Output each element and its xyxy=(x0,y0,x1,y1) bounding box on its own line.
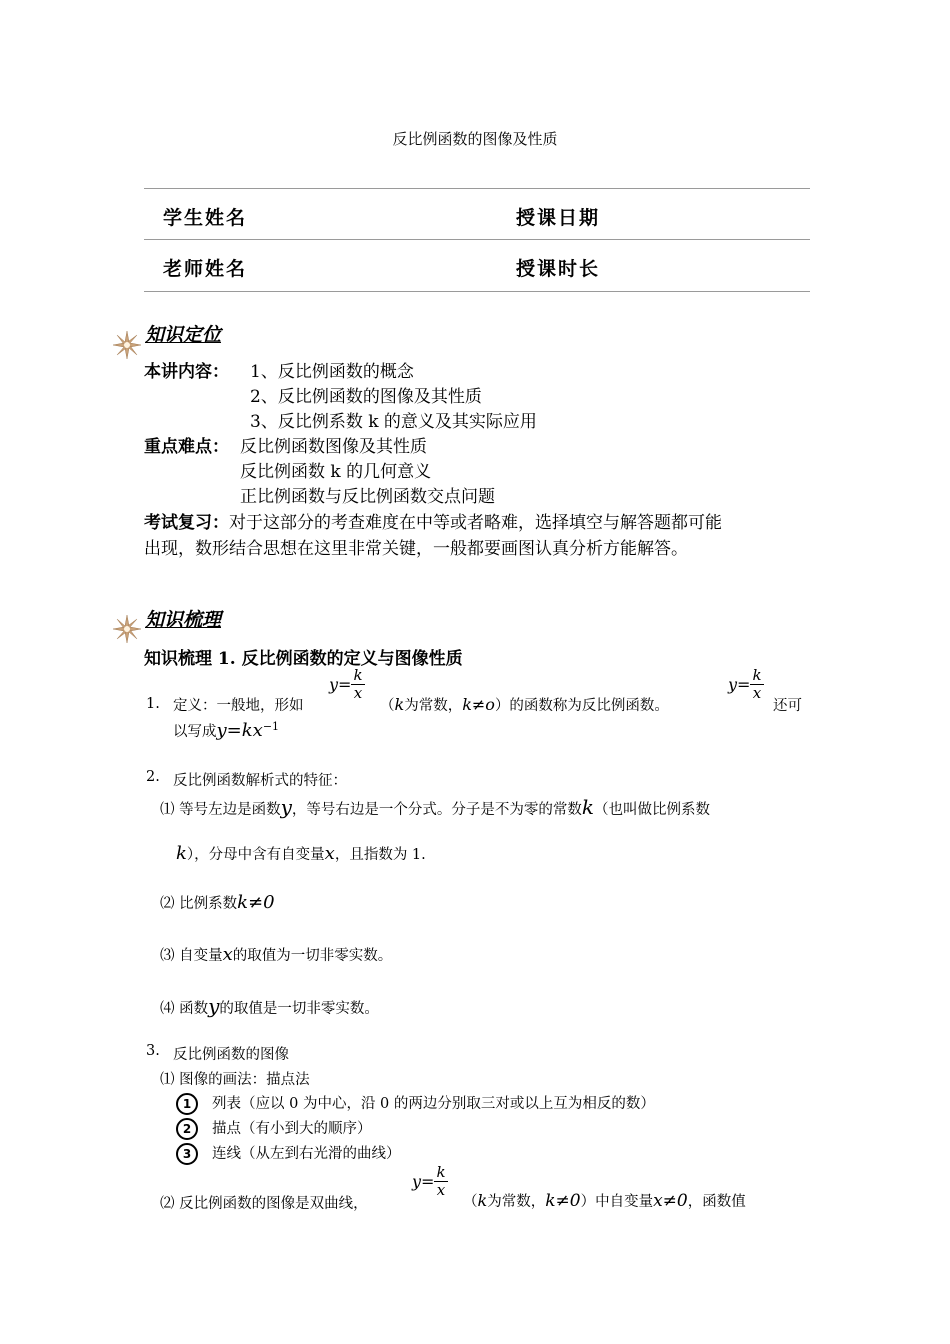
item-2-point-1-line-1 xyxy=(160,795,710,819)
text: ⑷ 函数 xyxy=(160,1001,209,1017)
fraction-denominator: x xyxy=(353,684,363,702)
key-point-1: 反比例函数图像及其性质 xyxy=(240,437,427,457)
text: ，等号右边是一个分式。分子是不为零的常数 xyxy=(291,802,582,818)
text: ）中自变量 xyxy=(580,1194,654,1210)
circled-number-1-icon: 1 xyxy=(176,1093,198,1115)
table-rule-top xyxy=(144,188,810,189)
fraction-numerator: k xyxy=(752,666,762,684)
text: ，且指数为 1. xyxy=(334,847,426,863)
formula-y-kx: y=kx xyxy=(216,720,263,741)
key-point-2: 反比例函数 k 的几何意义 xyxy=(240,462,432,482)
math-k: k xyxy=(394,695,405,714)
step-3 xyxy=(176,1142,401,1165)
math-k: k xyxy=(477,1191,488,1210)
formula-y-eq: y= xyxy=(412,1172,435,1191)
text: 的取值为一切非零实数。 xyxy=(232,948,393,964)
section-heading-knowledge-position: 知识定位 xyxy=(145,324,222,346)
item-3-number: 3. xyxy=(146,1043,160,1059)
math-k: k xyxy=(581,795,595,819)
item-2-point-3 xyxy=(160,944,392,965)
circled-number-2-icon: 2 xyxy=(176,1118,198,1140)
text: 为常数， xyxy=(487,1194,546,1210)
subsection-heading: 知识梳理 1. 反比例函数的定义与图像性质 xyxy=(144,649,463,669)
section-heading-knowledge-review: 知识梳理 xyxy=(145,609,222,631)
content-item-2: 2、反比例函数的图像及其性质 xyxy=(250,387,482,407)
step-2 xyxy=(176,1117,372,1140)
item-1-line-2 xyxy=(173,720,279,741)
line2-prefix: 以写成 xyxy=(173,724,217,740)
step-text: 连线（从左到右光滑的曲线） xyxy=(212,1146,401,1162)
star-bullet-icon xyxy=(112,614,142,644)
item-3-sub-1: ⑴ 图像的画法：描点法 xyxy=(160,1072,310,1088)
formula-y-equals-k-over-x-2 xyxy=(728,667,764,702)
student-name-label: 学生姓名 xyxy=(163,207,248,229)
content-item-1: 1、反比例函数的概念 xyxy=(250,362,414,382)
fraction-k-over-x xyxy=(750,667,763,702)
text: ⑴ 等号左边是函数 xyxy=(160,802,281,818)
text: ⑵ 比例系数 xyxy=(160,896,238,912)
exam-review-text-1: 对于这部分的考查难度在中等或者略难，选择填空与解答题都可能 xyxy=(229,513,722,533)
document-title: 反比例函数的图像及性质 xyxy=(392,130,558,148)
math-k-not-zero: k≠0 xyxy=(545,1191,581,1211)
lesson-duration-label: 授课时长 xyxy=(516,258,601,280)
item-1-definition-line xyxy=(173,694,304,715)
formula-y-equals-k-over-x xyxy=(329,667,365,702)
math-k: k xyxy=(176,843,187,864)
item-2-title: 反比例函数解析式的特征： xyxy=(173,773,347,789)
step-1 xyxy=(176,1092,655,1115)
item-3-sub-2-condition xyxy=(463,1190,746,1211)
item-1-number: 1. xyxy=(146,696,160,712)
math-x-not-zero: x≠0 xyxy=(653,1191,688,1211)
formula-exponent: −1 xyxy=(262,720,280,734)
text: ，函数值 xyxy=(687,1194,746,1210)
item-3-title: 反比例函数的图像 xyxy=(173,1047,289,1063)
math-x: x xyxy=(324,843,335,864)
math-y: y xyxy=(208,994,220,1018)
table-rule-bottom xyxy=(144,291,810,292)
key-points-label: 重点难点： xyxy=(144,437,229,457)
table-rule-middle xyxy=(144,239,810,240)
math-x: x xyxy=(222,944,233,965)
exam-review-line-1 xyxy=(144,508,722,533)
text: 的取值是一切非零实数。 xyxy=(219,1001,379,1017)
text: （也叫做比例系数 xyxy=(594,802,711,818)
key-point-3: 正比例函数与反比例函数交点问题 xyxy=(240,487,495,507)
item-2-point-4 xyxy=(160,994,379,1018)
const-text: 为常数， xyxy=(404,698,463,714)
text: ），分母中含有自变量 xyxy=(186,847,325,863)
definition-condition xyxy=(380,694,669,715)
math-y: y xyxy=(280,795,292,819)
formula-y-eq: y= xyxy=(329,675,352,694)
step-text: 列表（应以 0 为中心，沿 0 的两边分别取三对或以上互为相反的数） xyxy=(212,1096,655,1112)
item-2-point-1-line-2 xyxy=(176,843,426,864)
fraction-numerator: k xyxy=(353,666,363,684)
fraction-denominator: x xyxy=(436,1181,446,1199)
item-2-point-2 xyxy=(160,892,275,913)
fraction-k-over-x xyxy=(351,667,364,702)
definition-prefix: 定义：一般地，形如 xyxy=(173,698,304,714)
star-bullet-icon xyxy=(112,330,142,360)
item-3-sub-2-prefix: ⑵ 反比例函数的图像是双曲线， xyxy=(160,1196,368,1212)
formula-y-equals-k-over-x-3 xyxy=(412,1164,448,1199)
circled-number-3-icon: 3 xyxy=(176,1143,198,1165)
fraction-denominator: x xyxy=(752,684,762,702)
item-2-number: 2. xyxy=(146,769,160,785)
math-k-not-zero: k≠0 xyxy=(237,892,275,913)
definition-suffix: ）的函数称为反比例函数。 xyxy=(494,698,669,714)
paren-open: （ xyxy=(463,1194,478,1210)
text: ⑶ 自变量 xyxy=(160,948,223,964)
content-item-3: 3、反比例系数 k 的意义及其实际应用 xyxy=(250,412,537,432)
teacher-name-label: 老师姓名 xyxy=(163,258,248,280)
formula-y-eq: y= xyxy=(728,675,751,694)
paren-open: （ xyxy=(380,698,395,714)
exam-review-label: 考试复习： xyxy=(144,513,229,533)
content-label: 本讲内容： xyxy=(144,362,229,382)
lesson-date-label: 授课日期 xyxy=(516,207,601,229)
exam-review-text-2: 出现，数形结合思想在这里非常关键，一般都要画图认真分析方能解答。 xyxy=(144,539,688,559)
fraction-k-over-x xyxy=(434,1164,447,1199)
math-k-not-zero: k≠o xyxy=(462,695,495,714)
fraction-numerator: k xyxy=(436,1163,446,1181)
also-text: 还可 xyxy=(773,698,802,714)
step-text: 描点（有小到大的顺序） xyxy=(212,1121,372,1137)
